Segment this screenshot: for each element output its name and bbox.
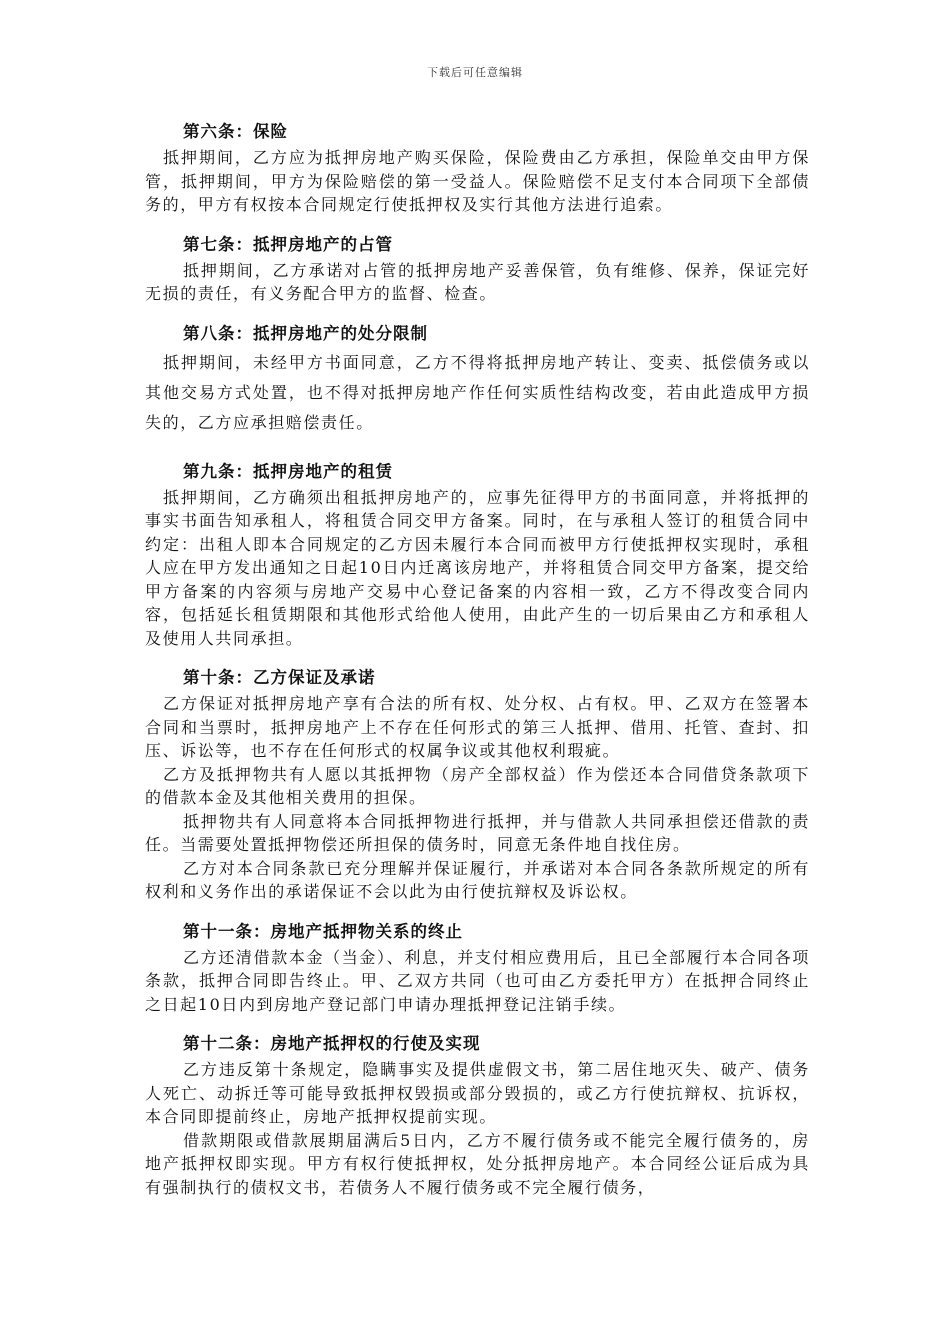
section-6: [145, 118, 810, 217]
section-7-paragraph-1: 抵押期间，乙方承诺对占管的抵押房地产妥善保管，负有维修、保养，保证完好无损的责任，有义务配合甲方的监督、检查。: [145, 260, 810, 303]
section-8: [145, 320, 810, 438]
section-10-paragraph-2: 乙方及抵押物共有人愿以其抵押物（房产全部权益）作为偿还本合同借贷条款项下的借款本金及其他相关费用的担保。: [145, 764, 810, 807]
section-9-paragraph-1: 抵押期间，乙方确须出租抵押房地产的，应事先征得甲方的书面同意，并将抵押的事实书面告知承租人，将租赁合同交甲方备案。同时，在与承租人签订的租赁合同中约定：出租人即本合同规定的乙方因未履行本合同而被甲方行使抵押权实现时，承租人应在甲方发出通知之日起10日内迁离该房地产，并将租赁合同交甲方备案，提交给甲方备案的内容须与房地产交易中心登记备案的内容相一致，乙方不得改变合同内容，包括延长租赁期限和其他形式给他人使用，由此产生的一切后果由乙方和承租人及使用人共同承担。: [145, 487, 810, 648]
section-7: [145, 231, 810, 306]
section-12-paragraph-2: 借款期限或借款展期届满后5日内，乙方不履行债务或不能完全履行债务的，房地产抵押权即实现。甲方有权行使抵押权，处分抵押房地产。本合同经公证后成为具有强制执行的债权文书，若债务人不履行债务或不完全履行债务，: [145, 1130, 810, 1197]
section-11-title: 第十一条：房地产抵押物关系的终止: [183, 921, 463, 941]
section-8-paragraph-1: 抵押期间，未经甲方书面同意，乙方不得将抵押房地产转让、变卖、抵偿债务或以其他交易方式处置，也不得对抵押房地产作任何实质性结构改变，若由此造成甲方损失的，乙方应承担赔偿责任。: [145, 352, 810, 432]
section-10-paragraph-1: 乙方保证对抵押房地产享有合法的所有权、处分权、占有权。甲、乙双方在签署本合同和当票时，抵押房地产上不存在任何形式的第三人抵押、借用、托管、查封、扣压、诉讼等，也不存在任何形式的权属争议或其他权利瑕疵。: [145, 694, 810, 760]
section-6-paragraph-1: 抵押期间，乙方应为抵押房地产购买保险，保险费由乙方承担，保险单交由甲方保管，抵押期间，甲方为保险赔偿的第一受益人。保险赔偿不足支付本合同项下全部债务的，甲方有权按本合同规定行使抵押权及实行其他方法进行追索。: [145, 148, 810, 214]
page-header: 下载后可任意编辑: [427, 66, 523, 79]
section-12-paragraph-1: 乙方违反第十条规定，隐瞒事实及提供虚假文书，第二居住地灭失、破产、债务人死亡、动拆迁等可能导致抵押权毁损或部分毁损的，或乙方行使抗辩权、抗诉权，本合同即提前终止，房地产抵押权提前实现。: [145, 1060, 810, 1126]
document-body: [145, 118, 810, 1199]
section-8-title: 第八条：抵押房地产的处分限制: [183, 323, 428, 343]
section-11-paragraph-1: 乙方还清借款本金（当金）、利息，并支付相应费用后，且已全部履行本合同各项条款，抵押合同即告终止。甲、乙双方共同（也可由乙方委托甲方）在抵押合同终止之日起10日内到房地产登记部门申请办理抵押登记注销手续。: [145, 947, 810, 1014]
section-10: [145, 664, 810, 904]
section-12: [145, 1030, 810, 1199]
section-6-title: 第六条：保险: [183, 122, 288, 141]
section-7-title: 第七条：抵押房地产的占管: [183, 234, 393, 254]
section-10-paragraph-4: 乙方对本合同条款已充分理解并保证履行，并承诺对本合同各条款所规定的所有权利和义务作出的承诺保证不会以此为由行使抗辩权及诉讼权。: [145, 858, 810, 901]
section-10-paragraph-3: 抵押物共有人同意将本合同抵押物进行抵押，并与借款人共同承担偿还借款的责任。当需要处置抵押物偿还所担保的债务时，同意无条件地自找住房。: [145, 811, 810, 854]
section-9: [145, 458, 810, 651]
section-10-title: 第十条：乙方保证及承诺: [183, 668, 376, 687]
section-9-title: 第九条：抵押房地产的租赁: [183, 461, 393, 481]
section-11: [145, 918, 810, 1017]
section-12-title: 第十二条：房地产抵押权的行使及实现: [183, 1034, 481, 1053]
